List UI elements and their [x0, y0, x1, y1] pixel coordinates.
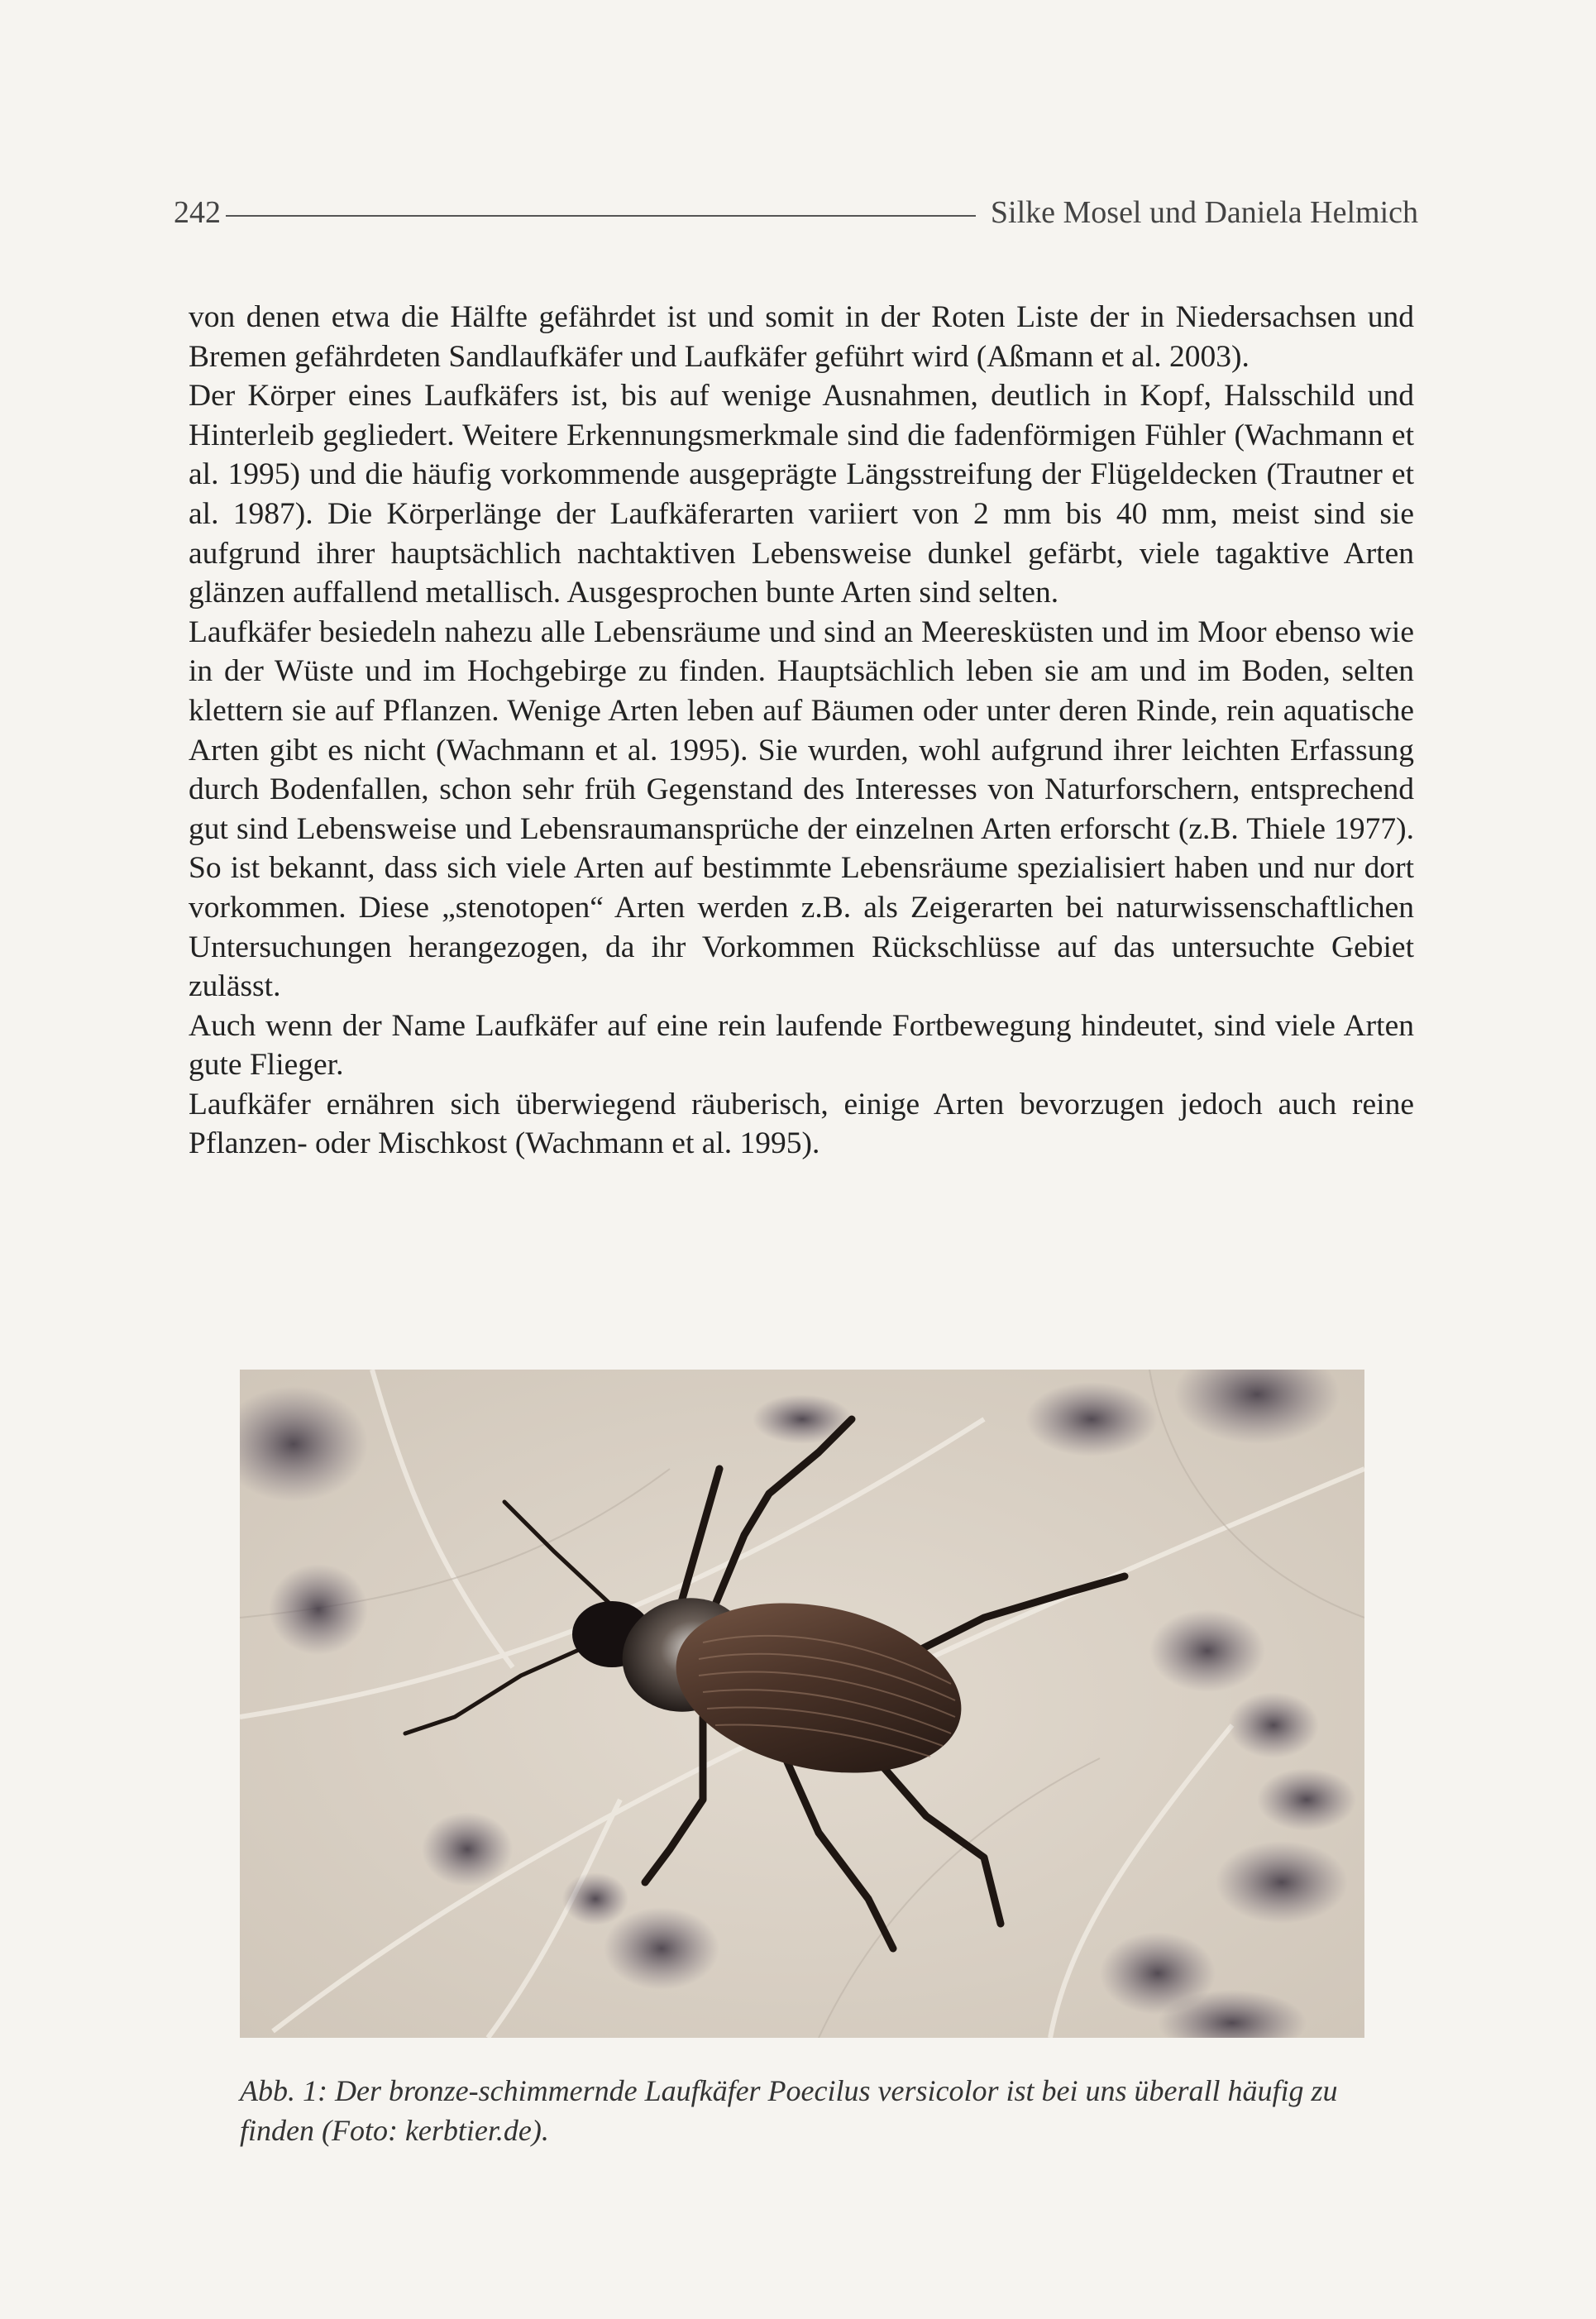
paragraph: Laufkäfer besiedeln nahezu alle Lebensräume und sind an Meeresküsten und im Moor ebenso wie in der Wüste und im Hochgebirge zu finden. Hauptsächlich leben sie am und im Boden, selten klettern sie auf Pflanzen. Wenige Arten leben auf Bäumen oder unter deren Rinde, rein aquatische Arten gibt es nicht (Wachmann et al. 1995). Sie wurden, wohl aufgrund ihrer leichten Erfassung durch Bodenfallen, schon sehr früh Gegenstand des Interesses von Naturforschern, entsprechend gut sind Lebensweise und Lebensraumansprüche der einzelnen Arten erforscht (z.B. Thiele 1977). So ist bekannt, dass sich viele Arten auf bestimmte Lebensräume spezialisiert haben und nur dort vorkommen. Diese „stenotopen“ Arten werden z.B. als Zeigerarten bei naturwissenschaftlichen Untersuchungen herangezogen, da ihr Vorkommen Rückschlüsse auf das untersuchte Gebiet zulässt.	[189, 614, 1414, 1004]
body-text	[189, 298, 1414, 1164]
running-header	[174, 192, 1418, 233]
header-rule	[226, 215, 976, 217]
header-authors: Silke Mosel und Daniela Helmich	[990, 195, 1418, 230]
page-number: 242	[174, 195, 221, 230]
figure-caption: Abb. 1: Der bronze-schimmernde Laufkäfer Poecilus versicolor ist bei uns überall häufig zu finden (Foto: kerbtier.de).	[240, 2074, 1338, 2147]
paragraph: Der Körper eines Laufkäfers ist, bis auf wenige Ausnahmen, deutlich in Kopf, Halsschild und Hinterleib gegliedert. Weitere Erkennungsmerkmale sind die fadenförmigen Fühler (Wachmann et al. 1995) und die häufig vorkommende ausgeprägte Längsstreifung der Flügeldecken (Trautner et al. 1987). Die Körperlänge der Laufkäferarten variiert von 2 mm bis 40 mm, meist sind sie aufgrund ihrer hauptsächlich nachtaktiven Lebensweise dunkel gefärbt, viele tagaktive Arten glänzen auffallend metallisch. Ausgesprochen bunte Arten sind selten.	[189, 379, 1414, 610]
paragraph: Auch wenn der Name Laufkäfer auf eine rein laufende Fortbewegung hindeutet, sind viele Arten gute Flieger.	[189, 1008, 1414, 1083]
paragraph: Laufkäfer ernähren sich überwiegend räuberisch, einige Arten bevorzugen jedoch auch reine Pflanzen- oder Mischkost (Wachmann et al. 1995).	[189, 1087, 1414, 1161]
beetle-photo	[240, 1370, 1364, 2038]
paragraph: von denen etwa die Hälfte gefährdet ist und somit in der Roten Liste der in Niedersachsen und Bremen gefährdeten Sandlaufkäfer und Laufkäfer geführt wird (Aßmann et al. 2003).	[189, 300, 1414, 374]
